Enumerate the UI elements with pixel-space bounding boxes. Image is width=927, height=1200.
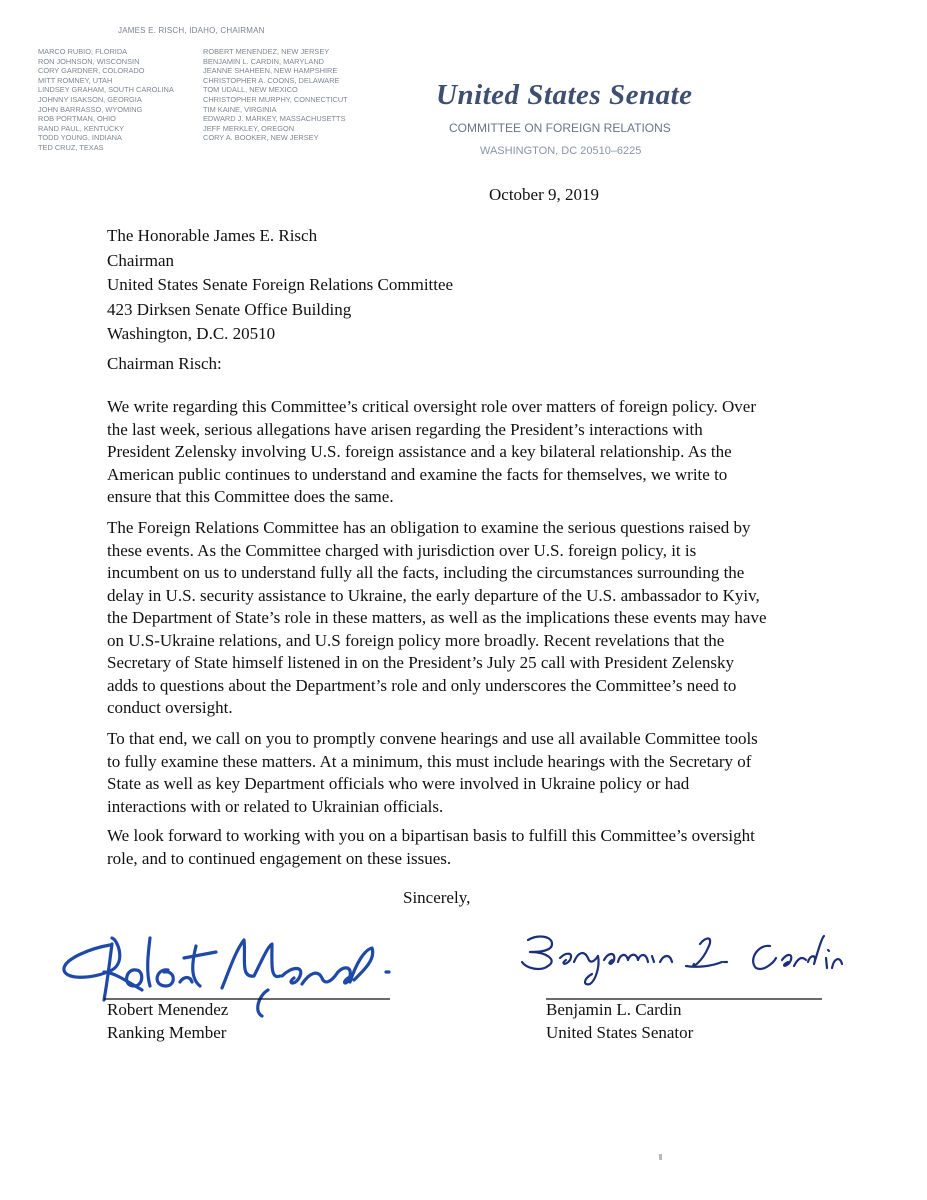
paragraph-line: delay in U.S. security assistance to Ukraine, the early departure of the U.S. ambassador to Kyiv, (107, 585, 760, 605)
member-name: MARCO RUBIO, FLORIDA (38, 47, 128, 56)
member-name: JEFF MERKLEY, OREGON (203, 123, 295, 133)
body-paragraph-1 (107, 396, 827, 509)
paragraph-line: these events. As the Committee charged with jurisdiction over U.S. foreign policy, it is (107, 540, 697, 560)
address-line: The Honorable James E. Risch (107, 226, 318, 245)
paragraph-line: role, and to continued engagement on these issues. (107, 848, 452, 868)
member-name: EDWARD J. MARKEY, MASSACHUSETTS (203, 114, 346, 124)
signer-block-menendez (107, 998, 228, 1044)
paragraph-line: conduct oversight. (107, 698, 233, 717)
member-name: JEANNE SHAHEEN, NEW HAMPSHIRE (203, 66, 338, 76)
paragraph-line: We write regarding this Committee’s critical oversight role over matters of foreign policy. Over (107, 397, 756, 416)
address-line: United States Senate Foreign Relations Committee (107, 275, 454, 294)
paragraph-line: to fully examine these matters. At a minimum, this must include hearings with the Secretary of (107, 751, 752, 771)
majority-members-list (38, 47, 174, 153)
paragraph-line: ensure that this Committee does the same. (107, 487, 394, 506)
paragraph-line: Secretary of State himself listened in on the President’s July 25 call with President Zelensky (107, 653, 734, 672)
member-name: TOM UDALL, NEW MEXICO (203, 85, 298, 95)
member-name: ROB PORTMAN, OHIO (38, 114, 116, 124)
paragraph-line: We look forward to working with you on a bipartisan basis to fulfill this Committee’s oversight (107, 826, 755, 845)
member-name: CHRISTOPHER MURPHY, CONNECTICUT (203, 94, 348, 104)
recipient-address (107, 224, 453, 347)
paragraph-line: American public continues to understand and examine the facts for themselves, we write to (107, 464, 728, 484)
paragraph-line: State as well as key Department officials who were involved in Ukraine policy or had (107, 774, 690, 793)
member-name: CHRISTOPHER A. COONS, DELAWARE (203, 75, 340, 85)
member-name: ROBERT MENENDEZ, NEW JERSEY (203, 47, 330, 56)
paragraph-line: on U.S-Ukraine relations, and U.S foreign policy more broadly. Recent revelations that the (107, 630, 725, 650)
member-name: TODD YOUNG, INDIANA (38, 133, 122, 143)
body-paragraph-2 (107, 517, 827, 720)
member-name: CORY GARDNER, COLORADO (38, 66, 145, 76)
minority-members-list (203, 47, 348, 143)
member-name: BENJAMIN L. CARDIN, MARYLAND (203, 56, 325, 66)
member-name: TED CRUZ, TEXAS (38, 142, 104, 152)
body-paragraph-3 (107, 728, 827, 818)
member-name: RAND PAUL, KENTUCKY (38, 123, 125, 133)
cardin-signature (522, 936, 842, 984)
signer-title: Ranking Member (107, 1023, 227, 1042)
paragraph-line: To that end, we call on you to promptly convene hearings and use all available Committee tools (107, 729, 758, 748)
salutation: Chairman Risch: (107, 354, 222, 373)
paragraph-line: incumbent on us to understand fully all the facts, including the circumstances surrounding the (107, 563, 745, 582)
address-line: Washington, D.C. 20510 (107, 324, 276, 343)
address-line: Chairman (107, 250, 175, 270)
senate-wordmark: United States Senate (436, 79, 693, 111)
paragraph-line: President Zelensky involving U.S. foreign assistance and a key bilateral relationship. As the (107, 442, 732, 461)
signer-name: Robert Menendez (107, 1000, 229, 1019)
address-line: 423 Dirksen Senate Office Building (107, 299, 352, 319)
body-paragraph-4 (107, 825, 827, 870)
member-name: CORY A. BOOKER, NEW JERSEY (203, 133, 319, 143)
signer-title: United States Senator (546, 1023, 694, 1042)
committee-name: COMMITTEE ON FOREIGN RELATIONS (449, 121, 671, 135)
member-name: RON JOHNSON, WISCONSIN (38, 56, 140, 66)
member-name: LINDSEY GRAHAM, SOUTH CAROLINA (38, 85, 174, 95)
member-name: JOHN BARRASSO, WYOMING (38, 104, 143, 114)
scan-artifact (659, 1154, 662, 1160)
member-name: JOHNNY ISAKSON, GEORGIA (38, 94, 142, 104)
committee-address: WASHINGTON, DC 20510–6225 (480, 145, 642, 157)
signer-name: Benjamin L. Cardin (546, 1000, 682, 1019)
member-name: TIM KAINE, VIRGINIA (203, 104, 277, 114)
paragraph-line: the last week, serious allegations have arisen regarding the President’s interactions with (107, 419, 703, 439)
paragraph-line: The Foreign Relations Committee has an obligation to examine the serious questions raised by (107, 518, 751, 537)
chairman-line: JAMES E. RISCH, IDAHO, CHAIRMAN (118, 26, 265, 35)
letter-date: October 9, 2019 (489, 185, 600, 204)
paragraph-line: adds to questions about the Department’s role and only underscores the Committee’s need to (107, 675, 737, 695)
signer-block-cardin (546, 998, 693, 1044)
closing: Sincerely, (403, 888, 471, 907)
paragraph-line: the Department of State’s role in these matters, as well as the implications these events may have (107, 608, 767, 627)
member-name: MITT ROMNEY, UTAH (38, 75, 113, 85)
paragraph-line: interactions with or related to Ukrainian officials. (107, 796, 444, 816)
